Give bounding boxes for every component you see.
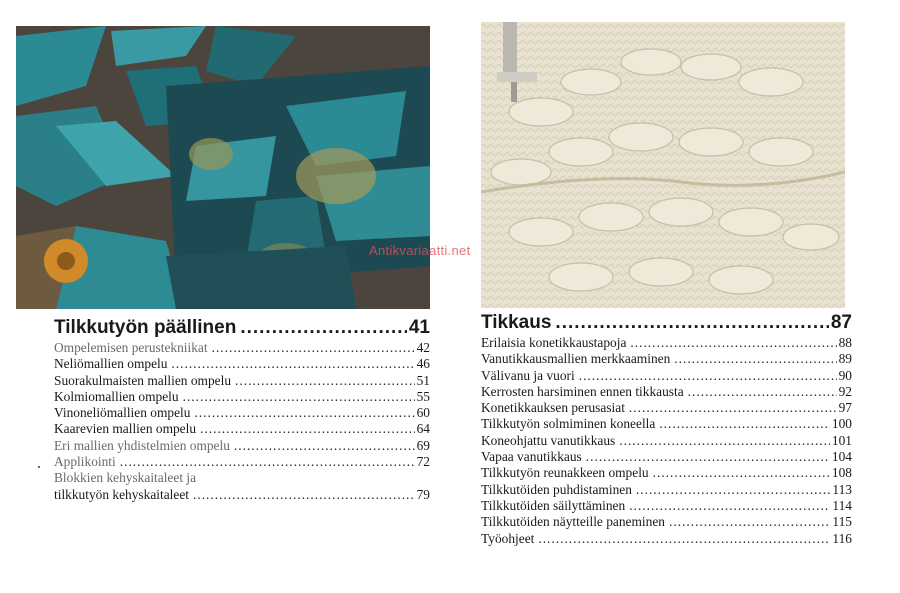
section-page: 87 (830, 312, 852, 333)
toc-entry: Tilkkutöiden puhdistaminen ..... 113 (481, 482, 852, 498)
toc-right (481, 312, 852, 547)
section-title: Tikkaus (481, 312, 552, 333)
toc-entry: Kolmiomallien ompelu ..... 55 (54, 389, 430, 405)
toc-entry: Suorakulmaisten mallien ompelu ..... 51 (54, 373, 430, 389)
toc-entry: Konetikkauksen perusasiat ..... 97 (481, 400, 852, 416)
toc-entry: Työohjeet ..... 116 (481, 531, 852, 547)
toc-entry: Tilkkutöiden säilyttäminen ..... 114 (481, 498, 852, 514)
toc-right-heading (481, 312, 852, 334)
toc-left (54, 317, 430, 503)
toc-entry: Kaarevien mallien ompelu ..... 64 (54, 421, 430, 437)
toc-entry: Neliömallien ompelu ..... 46 (54, 356, 430, 372)
patchwork-photo (16, 26, 430, 309)
toc-entry: Vapaa vanutikkaus ..... 104 (481, 449, 852, 465)
toc-entry: Vinoneliömallien ompelu ..... 60 (54, 405, 430, 421)
toc-entry-line1: Blokkien kehyskaitaleet ja (54, 470, 197, 486)
print-speck (38, 466, 40, 468)
toc-entry: Vanutikkausmallien merkkaaminen ..... 89 (481, 351, 852, 367)
toc-entry: Ompelemisen perustekniikat ..... 42 (54, 340, 430, 356)
toc-entry: Eri mallien yhdistelmien ompelu ..... 69 (54, 438, 430, 454)
watermark-text: Antikvariaatti.net (369, 243, 471, 258)
toc-entry: Koneohjattu vanutikkaus ..... 101 (481, 433, 852, 449)
section-title: Tilkkutyön päällinen (54, 317, 237, 338)
toc-entry: tilkkutyön kehyskaitaleet ..... 79 (54, 487, 430, 503)
toc-entry: Tilkkutyön reunakkeen ompelu ..... 108 (481, 465, 852, 481)
toc-entry: Kerrosten harsiminen ennen tikkausta ..... 92 (481, 384, 852, 400)
toc-left-heading (54, 317, 430, 339)
machine-quilting-photo (481, 22, 845, 308)
toc-entry: Erilaisia konetikkaustapoja ..... 88 (481, 335, 852, 351)
toc-entry: Applikointi ..... 72 (54, 454, 430, 470)
section-page: 41 (408, 317, 430, 338)
toc-entry: Välivanu ja vuori ..... 90 (481, 368, 852, 384)
toc-entry: Tilkkutöiden näytteille paneminen ..... 115 (481, 514, 852, 530)
toc-entry: Tilkkutyön solmiminen koneella ..... 100 (481, 416, 852, 432)
